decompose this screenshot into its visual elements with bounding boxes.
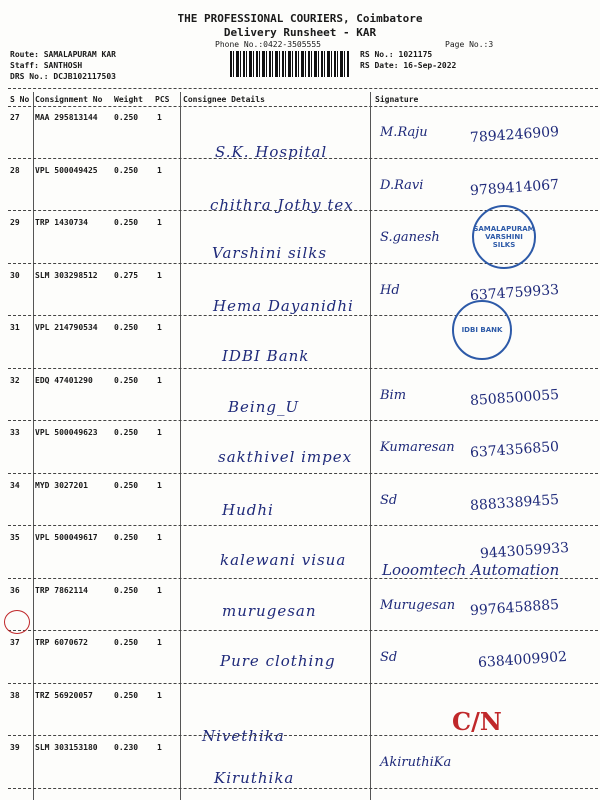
col-pcs: PCS [155,95,170,104]
row-pcs: 1 [157,323,162,332]
staff-label: Staff: SANTHOSH [10,61,83,70]
row-pcs: 1 [157,480,162,490]
recipient-signature: Hd [380,282,400,298]
page-number: Page No.:3 [445,40,494,49]
row-pcs: 1 [157,165,162,175]
row-divider [8,368,598,369]
consignee-handwriting: Being_U [228,397,300,416]
rs-date: RS Date: 16-Sep-2022 [360,61,457,70]
row-pcs: 1 [157,270,162,280]
row-divider [8,630,598,631]
col-signature: Signature [375,95,419,104]
red-signature: C/N [452,706,502,736]
drs-number: DRS No.: DCJB102117503 [10,72,116,81]
recipient-phone: 9443059933 [479,539,570,563]
row-weight: 0.250 [114,428,139,437]
row-divider [8,473,598,474]
row-consignment: VPL 214790534 [35,323,98,332]
phone-number: Phone No.:0422-3505555 [215,40,321,49]
row-divider [8,315,598,316]
row-sno: 35 [10,533,20,542]
row-sno: 29 [10,218,20,227]
recipient-signature: Kumaresan [380,440,455,455]
row-sno: 34 [10,480,20,490]
rs-number: RS No.: 1021175 [360,50,433,59]
row-sno: 38 [10,690,20,700]
row-consignment: VPL 500049623 [35,428,98,437]
row-pcs: 1 [157,638,162,647]
row-weight: 0.250 [114,218,139,227]
company-title: THE PROFESSIONAL COURIERS, Coimbatore [177,12,423,25]
row-divider [8,158,598,159]
row-pcs: 1 [157,743,162,752]
row-weight: 0.250 [114,323,139,332]
col-details: Consignee Details [183,95,265,104]
col-weight: Weight [114,95,143,104]
column-rule [180,92,181,800]
recipient-signature: D.Ravi [380,177,424,193]
row-pcs: 1 [157,585,162,595]
col-sno: S No [10,95,30,104]
column-rule [33,92,34,800]
recipient-phone: 9976458885 [469,596,560,619]
recipient-signature: AkiruthiKa [380,755,452,770]
consignee-handwriting: sakthivel impex [218,448,353,466]
header-divider [8,88,598,89]
row-divider [8,525,598,526]
row-consignment: VPL 500049617 [35,533,98,542]
idbi-bank-stamp [452,300,512,360]
row-consignment: TRP 1430734 [35,218,88,227]
row-sno: 32 [10,375,20,385]
col-consignment: Consignment No [35,95,103,104]
consignee-handwriting: kalewani visua [220,551,347,569]
route-label: Route: SAMALAPURAM KAR [10,50,116,59]
recipient-phone: 6374759933 [469,281,560,304]
recipient-signature: Sd [380,650,398,665]
consignee-handwriting: Pure clothing [220,652,336,670]
consignee-handwriting: Kiruthika [214,769,295,787]
row-divider [8,683,598,684]
row-weight: 0.250 [114,533,139,542]
row-sno: 31 [10,323,20,332]
recipient-phone: 7894246909 [469,123,560,147]
row-pcs: 1 [157,375,162,385]
recipient-signature: S.ganesh [380,230,440,245]
row-pcs: 1 [157,533,162,542]
recipient-signature: Bim [380,387,407,403]
consignee-handwriting: Hudhi [222,500,274,519]
row-consignment: VPL 500049425 [35,165,98,175]
row-consignment: MAA 295813144 [35,113,98,122]
row-consignment: SLM 303153180 [35,743,98,752]
row-pcs: 1 [157,113,162,122]
row-divider [8,420,598,421]
row-sno: 27 [10,113,20,122]
row-divider [8,735,598,736]
recipient-signature: M.Raju [380,125,428,140]
row-sno: 36 [10,585,20,595]
recipient-phone: 9789414067 [469,176,560,199]
consignee-handwriting: Nivethika [202,726,285,745]
row-weight: 0.250 [114,165,139,175]
row-weight: 0.250 [114,375,139,385]
recipient-signature: Looomtech Automation [382,561,560,579]
consignee-handwriting: Varshini silks [212,244,328,262]
row-sno: 30 [10,270,20,280]
row-weight: 0.250 [114,585,139,595]
row-consignment: TRP 6070672 [35,638,88,647]
row-sno: 39 [10,743,20,752]
recipient-phone: 6384009902 [477,648,568,672]
row-sno: 33 [10,428,20,437]
recipient-phone: 8883389455 [469,491,560,514]
row-consignment: MYD 3027201 [35,480,88,490]
stamp-text: SAMALAPURAM VARSHINI SILKS [473,225,535,249]
row-consignment: EDQ 47401290 [35,375,93,385]
row-pcs: 1 [157,218,162,227]
column-rule [370,92,371,800]
row-pcs: 1 [157,690,162,700]
red-circle-mark [4,610,30,634]
column-header-divider [8,106,598,107]
runsheet-subtitle: Delivery Runsheet - KAR [223,26,377,39]
row-weight: 0.250 [114,638,139,647]
consignee-handwriting: S.K. Hospital [215,143,328,161]
row-sno: 37 [10,638,20,647]
row-sno: 28 [10,165,20,175]
row-weight: 0.275 [114,270,139,280]
varshini-silks-stamp [472,205,536,269]
barcode-icon [230,51,350,77]
recipient-phone: 6374356850 [469,438,560,462]
consignee-handwriting: IDBI Bank [222,347,310,365]
recipient-phone: 8508500055 [469,386,560,409]
recipient-signature: Murugesan [380,597,456,613]
row-weight: 0.250 [114,690,139,700]
row-weight: 0.250 [114,480,139,490]
consignee-handwriting: Hema Dayanidhi [213,296,354,315]
consignee-handwriting: murugesan [222,601,317,620]
row-weight: 0.230 [114,743,139,752]
row-divider [8,578,598,579]
recipient-signature: Sd [380,492,398,508]
row-consignment: TRZ 56920057 [35,690,93,700]
row-divider [8,788,598,789]
row-weight: 0.250 [114,113,139,122]
row-pcs: 1 [157,428,162,437]
stamp-text: IDBI BANK [461,326,503,334]
row-consignment: SLM 303298512 [35,270,98,280]
consignee-handwriting: chithra Jothy tex [210,195,354,214]
row-consignment: TRP 7862114 [35,585,88,595]
